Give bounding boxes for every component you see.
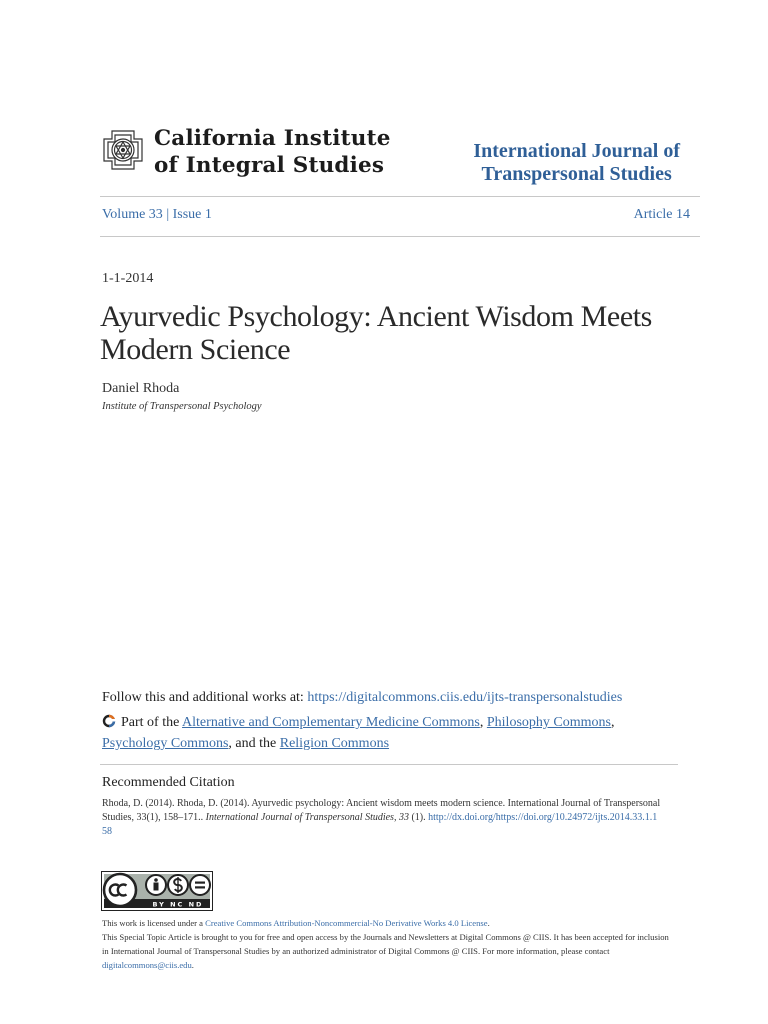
journal-line-1: International Journal of <box>473 140 680 162</box>
part-of-sep-3: , and the <box>228 736 280 751</box>
license-line2-suffix: . <box>191 960 194 970</box>
collection-url-link[interactable]: https://digitalcommons.ciis.edu/ijts-transpersonalstudies <box>307 690 623 705</box>
follow-label: Follow this and additional works at: <box>102 690 308 705</box>
cc-by-nc-nd-icon[interactable] <box>101 871 213 911</box>
institution-line-1: California Institute <box>154 126 391 151</box>
contact-email-link[interactable]: digitalcommons@ciis.edu <box>102 960 192 970</box>
part-of-commons <box>102 712 662 754</box>
cc-badge-text: BY NC ND <box>152 900 204 909</box>
ciis-mandala-logo-icon[interactable] <box>100 127 146 173</box>
license-line2: This Special Topic Article is brought to you for free and open access by the Journals and Newsletters at Digital Commons @ CIIS. It has been accepted for inclusion in International Journal of Transpersonal Studies by an authorized administrator of Digital Commons @ CIIS. For more information, please contact <box>102 932 669 956</box>
part-of-sep-1: , <box>479 715 487 730</box>
citation-journal-italic: International Journal of Transpersonal Studies, 33 <box>205 812 409 823</box>
follow-line <box>102 690 622 706</box>
issue-link[interactable]: Issue 1 <box>172 207 212 222</box>
journal-line-2: Transpersonal Studies <box>481 163 672 185</box>
open-commons-icon <box>102 714 119 728</box>
part-of-prefix: Part of the <box>121 715 183 730</box>
author-affiliation: Institute of Transpersonal Psychology <box>102 401 262 412</box>
citation-text <box>102 797 662 839</box>
psychology-commons-link[interactable]: Psychology Commons <box>102 736 229 751</box>
institution-line-2: of Integral Studies <box>154 153 385 178</box>
license-line1-prefix: This work is licensed under a <box>102 918 206 928</box>
citation-issue: (1). <box>408 812 429 823</box>
license-line1-suffix: . <box>487 918 490 928</box>
cc-license-link[interactable]: Creative Commons Attribution-Noncommercial-No Derivative Works 4.0 License <box>205 918 488 928</box>
alt-medicine-commons-link[interactable]: Alternative and Complementary Medicine Commons <box>182 715 480 730</box>
article-title: Ayurvedic Psychology: Ancient Wisdom Meets Modern Science <box>100 300 652 366</box>
license-statement <box>102 916 677 972</box>
volume-issue <box>102 207 212 223</box>
author-name: Daniel Rhoda <box>102 381 180 396</box>
citation-divider <box>100 764 678 765</box>
header-divider <box>100 196 700 197</box>
issue-divider <box>100 236 700 237</box>
recommended-citation-heading: Recommended Citation <box>102 775 235 790</box>
philosophy-commons-link[interactable]: Philosophy Commons <box>486 715 611 730</box>
institution-name[interactable] <box>154 125 391 179</box>
header <box>100 125 680 185</box>
doi-link[interactable]: http://dx.doi.org/https://doi.org/10.24972/ijts.2014.33.1.158 <box>102 812 658 837</box>
article-number-link[interactable]: Article 14 <box>633 207 690 222</box>
volume-issue-separator: | <box>166 207 170 222</box>
religion-commons-link[interactable]: Religion Commons <box>279 736 390 751</box>
volume-link[interactable]: Volume 33 <box>102 207 163 222</box>
publication-date: 1-1-2014 <box>102 271 154 286</box>
part-of-sep-2: , <box>610 715 615 730</box>
citation-text-main: Rhoda, D. (2014). Rhoda, D. (2014). Ayurvedic psychology: Ancient wisdom meets modern science. International Journal of Transpersonal Studies, 33(1), 158–171.. <box>102 798 661 823</box>
journal-name[interactable] <box>473 140 680 186</box>
